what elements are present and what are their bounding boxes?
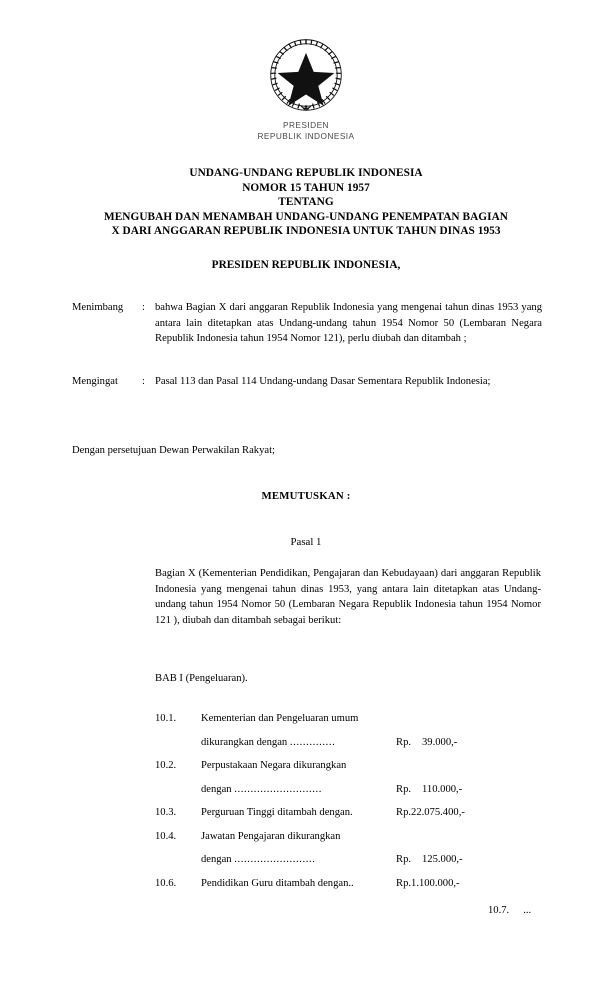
bab-heading: BAB I (Pengeluaran). bbox=[155, 673, 248, 684]
expense-description: Jawatan Pengajaran dikurangkan bbox=[201, 830, 341, 842]
pasal-body-text: Bagian X (Kementerian Pendidikan, Pengajaran dan Kebudayaan) dari anggaran Republik Indonesia yang mengenai tahun dinas 1953, yang antara lain ditetapkan atas Undang-undang tahun 1954 Nomor 50 (Lembaran Negara Republik Indonesia tahun 1954 Nomor 121 ), diubah dan ditambah sebagai berikut: bbox=[155, 568, 541, 626]
expense-row bbox=[155, 878, 545, 902]
expense-value: 39.000,- bbox=[422, 736, 458, 748]
expense-number: 10.1. bbox=[155, 713, 177, 724]
expense-currency: Rp. bbox=[396, 736, 412, 748]
expense-row bbox=[155, 831, 545, 855]
clause-mengingat-label: Mengingat bbox=[72, 376, 118, 387]
leader-dots: ......................... bbox=[234, 854, 316, 865]
title-line-4: MENGUBAH DAN MENAMBAH UNDANG-UNDANG PENEMPATAN BAGIAN bbox=[104, 210, 508, 223]
expense-number: 10.2. bbox=[155, 760, 177, 771]
expense-value: 110.000,- bbox=[422, 783, 463, 795]
expense-row-continuation bbox=[155, 784, 545, 808]
expense-number: 10.3. bbox=[155, 807, 177, 818]
expense-amount bbox=[396, 737, 536, 748]
clause-mengingat-text: Pasal 113 dan Pasal 114 Undang-undang Dasar Sementara Republik Indonesia; bbox=[155, 376, 491, 387]
catch-number: 10.7. bbox=[488, 905, 510, 916]
expense-row bbox=[155, 713, 545, 737]
expense-number: 10.4. bbox=[155, 830, 177, 842]
expense-currency: Rp. bbox=[396, 783, 412, 795]
presidential-emblem-block bbox=[0, 34, 612, 142]
expense-value: 22.075.400,- bbox=[411, 807, 465, 818]
expense-currency: Rp. bbox=[396, 877, 412, 889]
expense-amount bbox=[396, 854, 536, 865]
expense-amount bbox=[396, 784, 536, 795]
page-catch-line bbox=[488, 905, 531, 916]
expense-row-continuation bbox=[155, 854, 545, 878]
expense-description-continued: dengan ......................... bbox=[201, 854, 316, 865]
expense-currency: Rp. bbox=[396, 807, 412, 818]
expenditure-list bbox=[155, 713, 545, 901]
catch-ellipsis: ... bbox=[523, 905, 532, 916]
expense-description-continued: dikurangkan dengan .............. bbox=[201, 736, 336, 748]
president-heading: PRESIDEN REPUBLIK INDONESIA, bbox=[211, 259, 401, 271]
garuda-star-wreath-emblem-icon bbox=[265, 34, 347, 116]
expense-number: 10.6. bbox=[155, 877, 177, 889]
expense-row bbox=[155, 760, 545, 784]
memutuskan-heading: MEMUTUSKAN : bbox=[261, 490, 351, 502]
clause-menimbang-colon: : bbox=[142, 302, 145, 313]
clause-menimbang-label: Menimbang bbox=[72, 302, 124, 313]
clause-menimbang-text: bahwa Bagian X dari anggaran Republik Indonesia yang mengenai tahun dinas 1953 yang antara lain ditetapkan atas Undang-undang tahun 1954 Nomor 50 (Lembaran Negara Republik Indonesia tahun 1954 Nomor 121), perlu diubah dan ditambah ; bbox=[155, 302, 542, 345]
leader-dots: .............. bbox=[289, 736, 336, 748]
emblem-caption bbox=[0, 120, 612, 142]
emblem-caption-line2: REPUBLIK INDONESIA bbox=[257, 131, 355, 141]
expense-description: Perguruan Tinggi ditambah dengan. bbox=[201, 807, 353, 818]
expense-description: Kementerian dan Pengeluaran umum bbox=[201, 713, 359, 724]
document-title-block bbox=[36, 166, 576, 239]
expense-description: Pendidikan Guru ditambah dengan.. bbox=[201, 877, 354, 889]
expense-value: 1.100.000,- bbox=[411, 877, 460, 889]
title-line-1: UNDANG-UNDANG REPUBLIK INDONESIA bbox=[189, 167, 423, 179]
clause-mengingat-colon: : bbox=[142, 376, 145, 387]
expense-value: 125.000,- bbox=[422, 854, 463, 865]
title-line-3: TENTANG bbox=[278, 196, 334, 209]
emblem-caption-line1: PRESIDEN bbox=[282, 120, 330, 130]
clause-mengingat bbox=[72, 374, 542, 390]
pasal-heading: Pasal 1 bbox=[290, 536, 322, 548]
title-line-2: NOMOR 15 TAHUN 1957 bbox=[242, 181, 370, 194]
expense-currency: Rp. bbox=[396, 854, 412, 865]
expense-amount bbox=[396, 878, 536, 889]
title-line-5: X DARI ANGGARAN REPUBLIK INDONESIA UNTUK TAHUN DINAS 1953 bbox=[111, 225, 501, 238]
leader-dots: ........................... bbox=[234, 783, 322, 795]
clause-menimbang bbox=[72, 300, 542, 347]
expense-row bbox=[155, 807, 545, 831]
expense-row-continuation bbox=[155, 737, 545, 761]
expense-description: Perpustakaan Negara dikurangkan bbox=[201, 760, 347, 771]
expense-amount bbox=[396, 807, 536, 818]
expense-description-continued: dengan ........................... bbox=[201, 783, 322, 795]
dpr-consent-line: Dengan persetujuan Dewan Perwakilan Rakyat; bbox=[72, 445, 275, 456]
